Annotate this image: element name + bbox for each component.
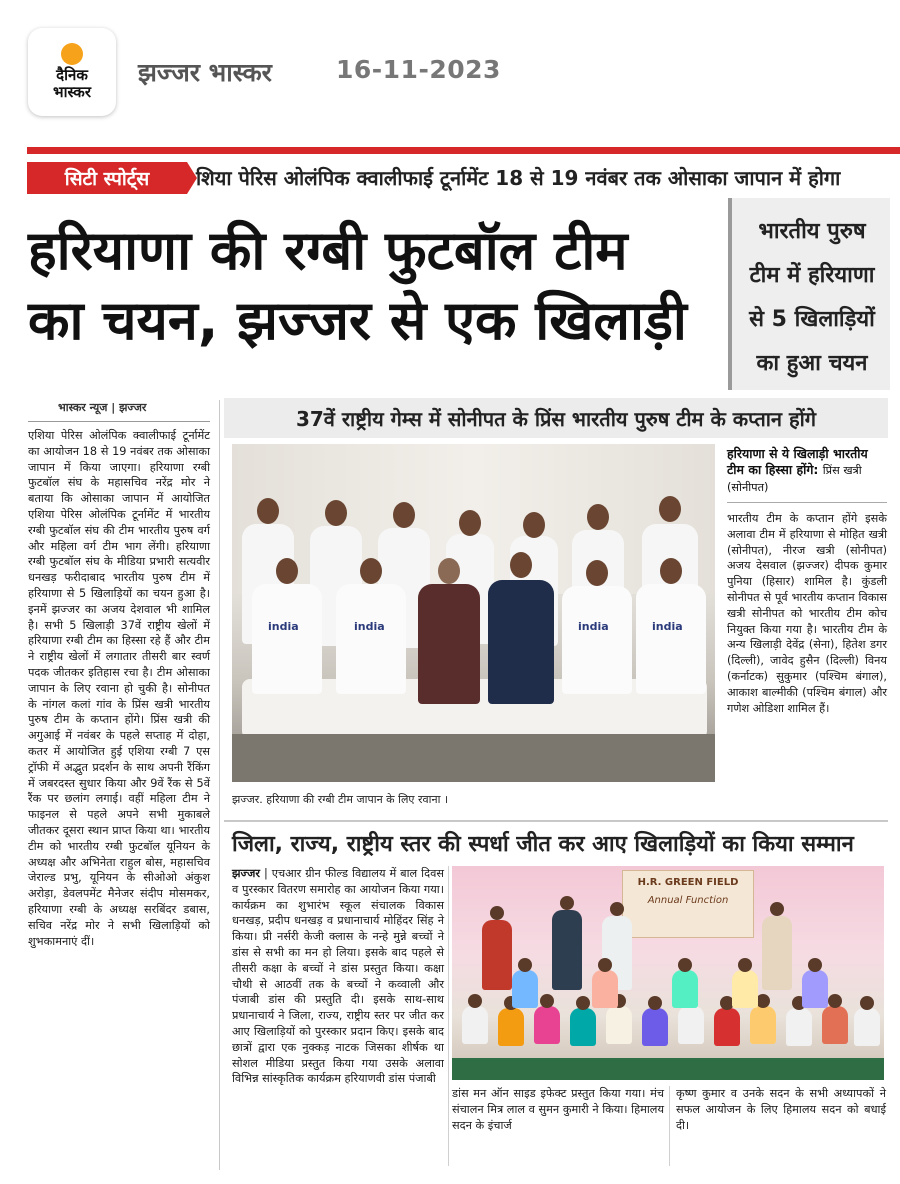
team-subheadline: 37वें राष्ट्रीय गेम्स में सोनीपत के प्रिंस भारतीय पुरुष टीम के कप्तान होंगे — [224, 398, 888, 438]
child-head — [518, 958, 532, 972]
side-rule — [727, 502, 887, 503]
school-paragraph: झज्जर | एचआर ग्रीन फील्ड विद्यालय में बाल दिवस व पुरस्कार वितरण समारोह का आयोजन किया गया। कार्यक्रम का शुभारंभ स्कूल संचालक विकास धनखड़, प्रदीप धनखड़ व प्रधानाचार्य मोहिंदर सिंह ने किया। प्री नर्सरी केजी क्लास के नन्हे मुन्ने बच्चों ने डांस से सभी का मन हो लिया। इसके बाद पहले से तीसरी कक्षा के बच्चों ने डांस प्रस्तुत किया। कक्षा चौथी से आठवीं तक के बच्चों ने कव्वाली और पंजाबी डांस की प्रस्तुति दी। इसके साथ-साथ प्रधानाचार्य ने जिला, राज्य, राष्ट्रीय स्तर पर जीत कर आए खिलाड़ियों को पुरस्कार प्रदान किए। इसके बाद छात्रों द्वारा एक नुक्कड़ नाटक जिसका शीर्षक था सोशल मीडिया प्रस्तुत किया गया उसके अलावा विभिन्न सांस्कृतिक कार्यक्रम हरियाणवी डांस पंजाबी — [232, 867, 444, 1086]
photo-floor — [452, 1058, 884, 1080]
player-figure — [636, 584, 706, 694]
child-figure — [802, 970, 828, 1008]
kicker-line: शिया पेरिस ओलंपिक क्वालीफाई टूर्नामेंट 18 से 19 नवंबर तक ओसाका जापान में होगा — [196, 166, 841, 190]
child-figure — [642, 1008, 668, 1046]
child-figure — [732, 970, 758, 1008]
section-badge: सिटी स्पोर्ट्स — [27, 162, 187, 194]
child-head — [468, 994, 482, 1008]
teacher-figure — [482, 920, 512, 990]
player-head — [659, 496, 681, 522]
column-divider — [219, 400, 220, 1170]
child-head — [738, 958, 752, 972]
teacher-head — [490, 906, 504, 920]
child-figure — [678, 1006, 704, 1044]
byline: भास्कर न्यूज | झज्जर — [58, 401, 147, 414]
child-figure — [786, 1008, 812, 1046]
banner-line-1: H.R. GREEN FIELD — [637, 877, 739, 888]
player-figure — [562, 586, 632, 694]
story-body: एशिया पेरिस ओलंपिक क्वालीफाई टूर्नामेंट का आयोजन 18 से 19 नवंबर तक ओसाका जापान में किया जाएगा। हरियाणा रग्बी फुटबॉल संघ के महासचिव नरेंद्र मोर ने बताया कि ओसाका जापान में आयोजित एशिया पेरिस ओलंपिक टूर्नामेंट में भारतीय रग्बी फुटबॉल संघ की टीम भारतीय पुरुष वर्ग और महिला वर्ग टीम भाग लेंगी। हरियाणा रग्बी फुटबॉल संघ के मीडिया प्रभारी सत्यवीर धनखड़ फरीदाबाद भारतीय पुरुष टीम में हरियाणा से 5 खिलाड़ियों का चयन हुआ है। इनमें झज्जर का अजय देशवाल भी शामिल है। सभी 5 खिलाड़ी 37वें राष्ट्रीय खेलों में हरियाणा रग्बी टीम का हिस्सा रहे हैं और टीम ने राष्ट्रीय खेलों में लगातार तीसरी बार स्वर्ण पदक जीतकर इतिहास रचा है। टीम ओसाका जापान के लिए रवाना हो चुकी है। सोनीपत के नांगल कलां गांव के प्रिंस खत्री भारतीय पुरुष टीम के कप्तान होंगे। प्रिंस खत्री की अगुआई में नवंबर के पहले सप्ताह में दोहा, कतर में आयोजित हुई एशिया रग्बी 7 एस ट्रॉफी में अद्भुत प्रदर्शन के साथ अपनी रैंकिंग में जबरदस्त सुधार किया और 9वें रैंक से 5वें रैंक पर छलांग लगाई। वहीं महिला टीम ने फाइनल से पहले अपने सभी मुकाबले जीतकर दूसरा स्थान प्राप्त किया था। भारतीय टीम को भारतीय रग्बी फुटबॉल यूनियन के अध्यक्ष और अभिनेता राहुल बोस, महासचिव जेराल्ड प्रभु, यूनियन के सीओओ अंकुश अरोड़ा, डेवलपमेंट मैनेजर संदीप मोसमकर, हरियाणा रग्बी के अध्यक्ष सरबिंदर डबास, सचिव नरेंद्र मोर ने सभी खिलाड़ियों को शुभकामनाएं दीं। — [28, 429, 210, 948]
headline-line-2: का चयन, झज्जर से एक खिलाड़ी — [28, 289, 687, 352]
jersey-label: india — [578, 620, 609, 633]
child-figure — [750, 1006, 776, 1044]
child-head — [860, 996, 874, 1010]
edition-name: झज्जर भास्कर — [138, 58, 272, 87]
players-list: भारतीय टीम के कप्तान होंगे इसके अलावा टीम में हरियाणा से मोहित खत्री (सोनीपत), नीरज खत्री (सोनीपत) अजय देसवाल (झज्जर) दीपक कुमार पुनिया (हिसार) शामिल है। कुंडली सोनीपत से पूर्व भारतीय कप्तान विकास खत्री सोनीपत को भारतीय टीम कोच नियुक्त किया गया है। भारतीय टीम के अन्य खिलाड़ी देवेंद्र (सेना), हितेश डगर (दिल्ली), जावेद हुसैन (दिल्ली) विनय (कर्नाटक) सुकुमार (पश्चिम बंगाल), आकाश बाल्मीकी (पश्चिम बंगाल) और गणेश ओडिशा शामिल हैं। — [727, 512, 887, 715]
school-photo — [452, 866, 884, 1080]
teacher-head — [770, 902, 784, 916]
official-figure — [488, 580, 554, 704]
player-figure — [336, 584, 406, 694]
edition-date: 16-11-2023 — [336, 55, 501, 84]
child-figure — [606, 1006, 632, 1044]
school-story-body — [232, 866, 444, 1087]
teacher-figure — [762, 916, 792, 990]
team-photo — [232, 444, 715, 782]
players-heading-text: हरियाणा से ये खिलाड़ी भारतीय टीम का हिस्सा होंगे: — [727, 446, 868, 477]
logo-line-2: भास्कर — [53, 83, 91, 101]
player-figure — [252, 584, 322, 694]
jersey-label: india — [354, 620, 385, 633]
child-head — [648, 996, 662, 1010]
child-head — [576, 996, 590, 1010]
headline-line-1: हरियाणा की रग्बी फुटबॉल टीम — [28, 219, 628, 282]
child-figure — [854, 1008, 880, 1046]
child-figure — [498, 1008, 524, 1046]
child-head — [808, 958, 822, 972]
coach-figure — [418, 584, 480, 704]
player-head — [586, 560, 608, 586]
child-figure — [534, 1006, 560, 1044]
adult-head — [560, 896, 574, 910]
column-divider — [669, 1086, 670, 1166]
captain-name: प्रिंस खत्री (सोनीपत) — [727, 464, 862, 494]
child-head — [598, 958, 612, 972]
main-headline — [28, 216, 718, 356]
byline-rule — [28, 421, 210, 422]
photo-floor — [232, 734, 715, 782]
jersey-label: india — [652, 620, 683, 633]
highlight-box — [728, 198, 890, 390]
player-head — [325, 500, 347, 526]
logo-line-1: दैनिक — [56, 66, 88, 84]
team-side-column — [727, 446, 887, 716]
child-figure — [570, 1008, 596, 1046]
child-head — [540, 994, 554, 1008]
photo-caption: झज्जर. हरियाणा की रग्बी टीम जापान के लिए रवाना । — [232, 793, 449, 806]
player-head — [393, 502, 415, 528]
player-head — [459, 510, 481, 536]
dainik-bhaskar-logo — [28, 28, 116, 116]
player-head — [523, 512, 545, 538]
coach-head — [438, 558, 460, 584]
official-head — [510, 552, 532, 578]
child-figure — [672, 970, 698, 1008]
school-text: एचआर ग्रीन फील्ड विद्यालय में बाल दिवस व पुरस्कार वितरण समारोह का आयोजन किया गया। कार्यक्रम का शुभारंभ स्कूल संचालक विकास धनखड़, प्रदीप धनखड़ व प्रधानाचार्य मोहिंदर सिंह ने किया। प्री नर्सरी केजी क्लास के नन्हे मुन्ने बच्चों ने डांस से सभी का मन हो लिया। इसके बाद पहले से तीसरी कक्षा के बच्चों ने डांस प्रस्तुत किया। कक्षा चौथी से आठवीं तक के बच्चों ने कव्वाली और पंजाबी डांस की प्रस्तुति दी। इसके साथ-साथ प्रधानाचार्य ने जिला, राज्य, राष्ट्रीय स्तर पर जीत कर आए खिलाड़ियों को पुरस्कार प्रदान किए। इसके बाद छात्रों द्वारा एक नुक्कड़ नाटक जिसका शीर्षक था सोशल मीडिया प्रस्तुत किया गया उसके अलावा विभिन्न सांस्कृतिक कार्यक्रम हरियाणवी डांस पंजाबी — [232, 867, 444, 1086]
player-head — [587, 504, 609, 530]
school-banner — [622, 870, 754, 938]
adult-head — [610, 902, 624, 916]
banner-line-2: Annual Function — [647, 895, 729, 906]
dateline: झज्जर — [232, 867, 261, 880]
child-figure — [822, 1006, 848, 1044]
section-divider — [224, 820, 888, 822]
child-figure — [714, 1008, 740, 1046]
school-subheadline: जिला, राज्य, राष्ट्रीय स्तर की स्पर्धा जीत कर आए खिलाड़ियों का किया सम्मान — [232, 832, 854, 857]
highlight-text: भारतीय पुरुष टीम में हरियाणा से 5 खिलाड़ियों का हुआ चयन — [749, 219, 875, 376]
child-head — [828, 994, 842, 1008]
players-heading — [727, 446, 887, 496]
child-head — [678, 958, 692, 972]
child-figure — [462, 1006, 488, 1044]
child-figure — [512, 970, 538, 1008]
school-story-end: कृष्ण कुमार व उनके सदन के सभी अध्यापकों ने सफल आयोजन के लिए हिमालय सदन को बधाई दी। — [676, 1087, 886, 1132]
player-head — [257, 498, 279, 524]
player-head — [276, 558, 298, 584]
player-head — [660, 558, 682, 584]
school-story-continued: डांस मन ऑन साइड इफेक्ट प्रस्तुत किया गया। मंच संचालन मित्र लाल व सुमन कुमारी ने किया। हिमालय सदन के इंचार्ज — [452, 1087, 664, 1132]
child-figure — [592, 970, 618, 1008]
sun-icon — [61, 43, 83, 65]
left-column-story — [28, 400, 210, 1180]
child-head — [756, 994, 770, 1008]
column-divider — [448, 866, 449, 1166]
red-divider — [27, 147, 900, 154]
adult-figure — [552, 910, 582, 990]
masthead — [0, 0, 900, 140]
jersey-label: india — [268, 620, 299, 633]
player-head — [360, 558, 382, 584]
